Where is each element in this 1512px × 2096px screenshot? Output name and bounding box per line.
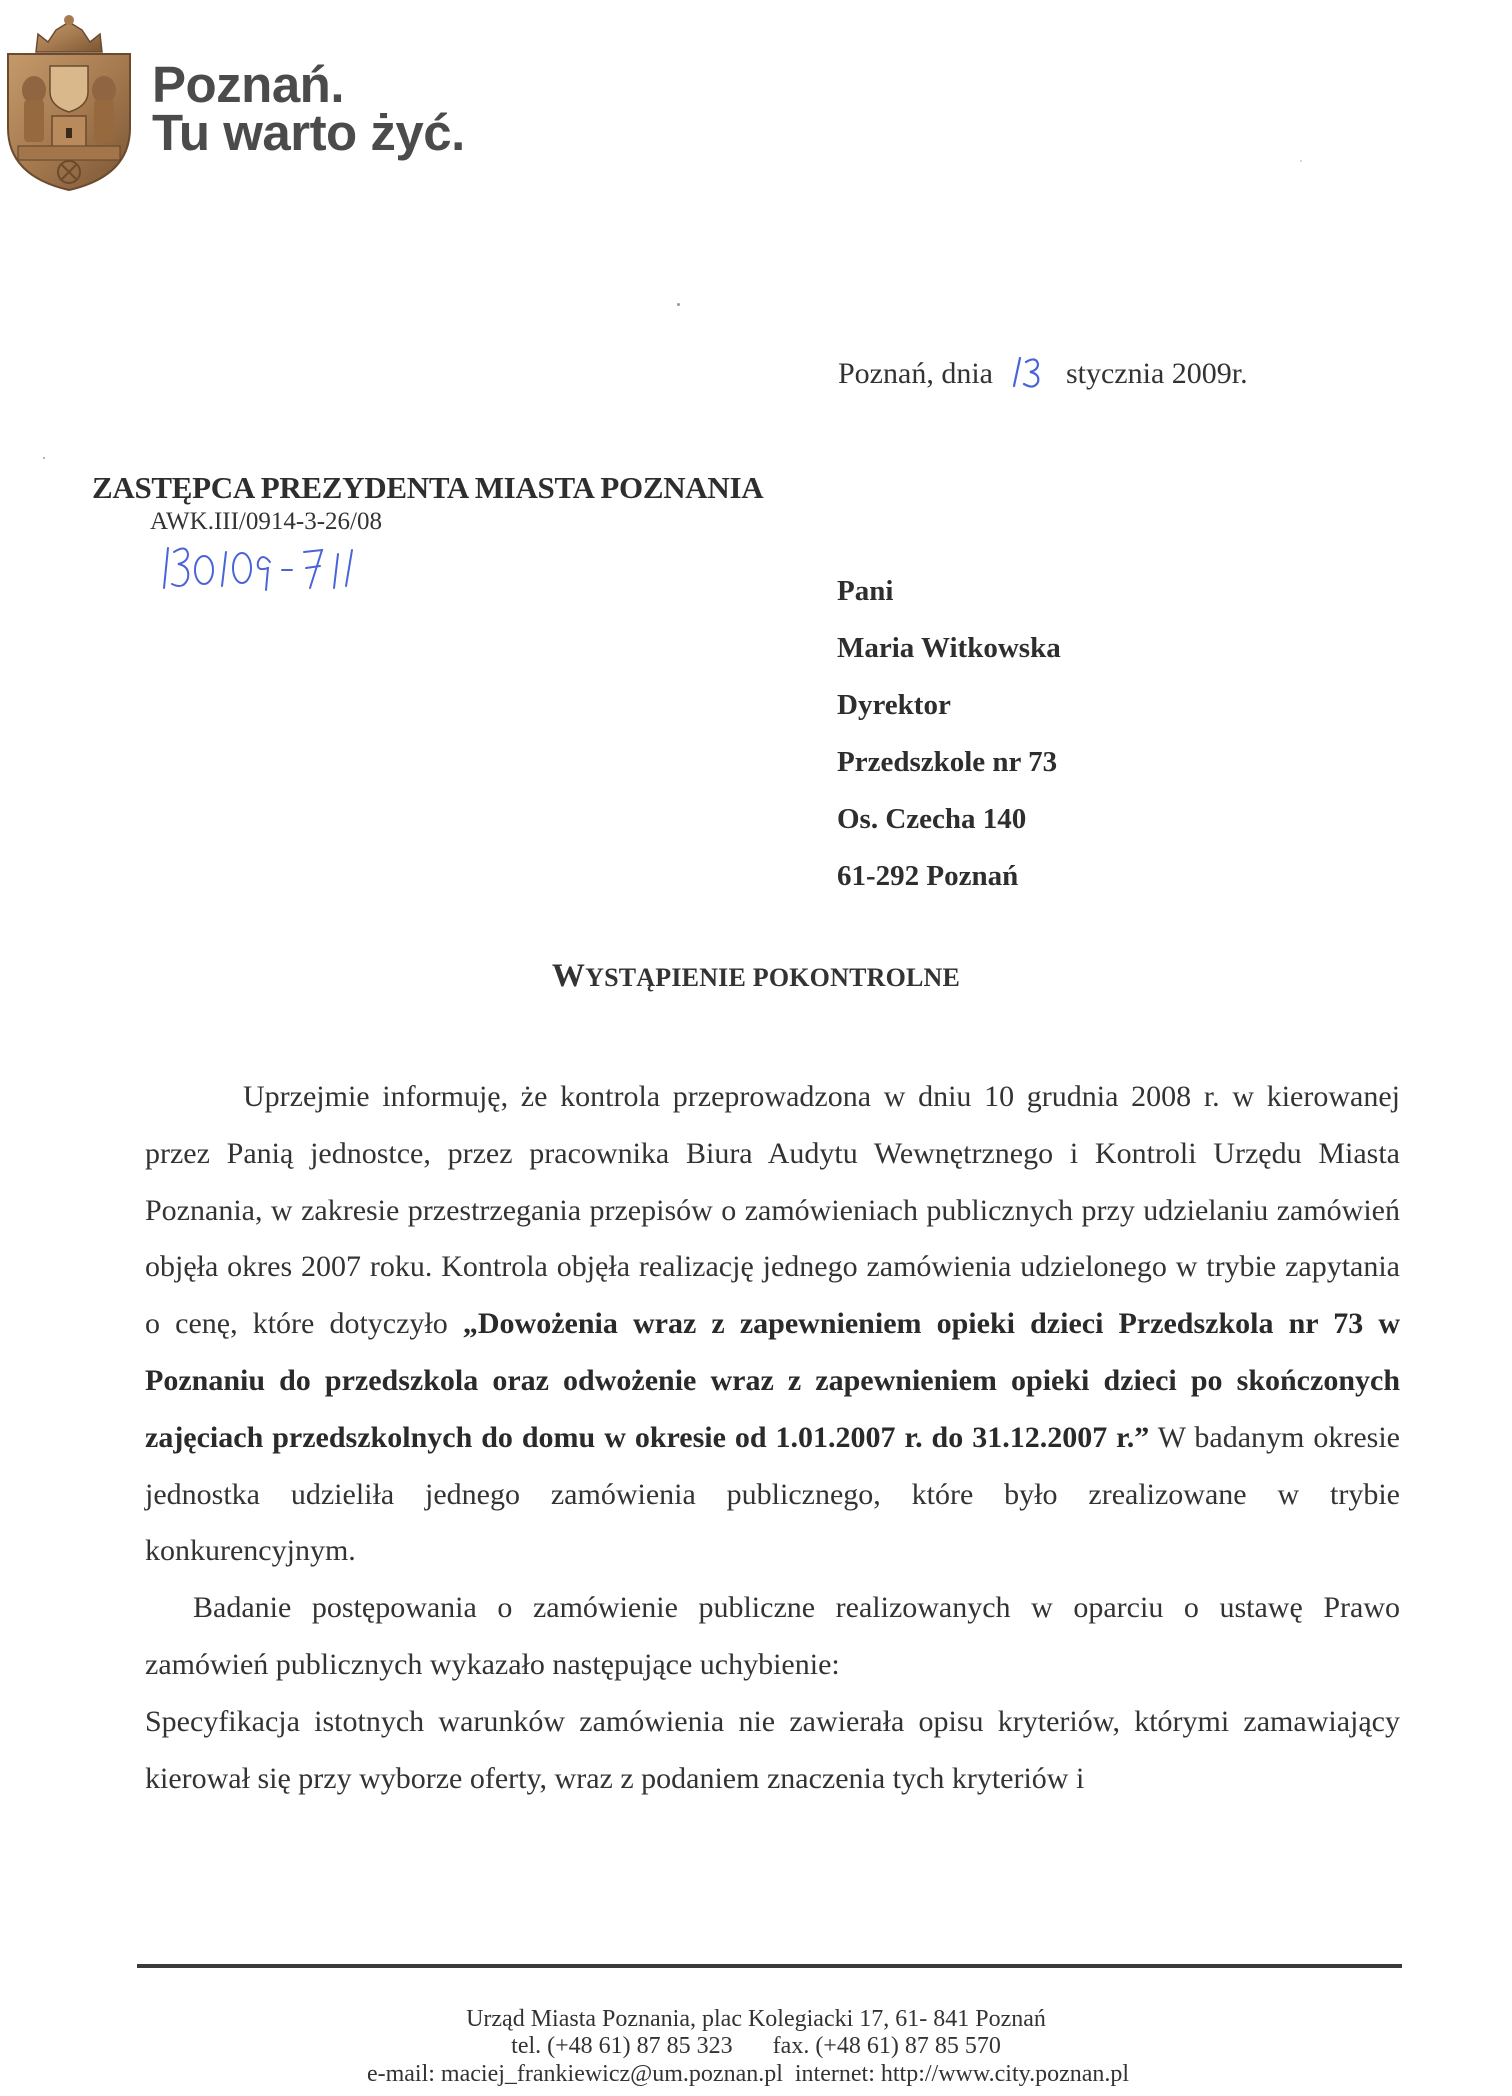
paragraph-1 <box>145 1069 1400 1580</box>
scan-speck <box>43 457 45 459</box>
logo-slogan-line2: Tu warto żyć. <box>152 104 465 161</box>
date-suffix: stycznia 2009r. <box>1065 357 1248 390</box>
coat-of-arms-icon <box>4 8 134 192</box>
recipient-position: Dyrektor <box>837 689 951 721</box>
scan-speck <box>1300 160 1302 162</box>
recipient-name: Maria Witkowska <box>837 632 1061 664</box>
footer-divider <box>137 1964 1402 1968</box>
handwritten-day <box>1000 354 1058 390</box>
recipient-street: Os. Czecha 140 <box>837 803 1027 835</box>
paragraph-1-conclusion: W badanym okresie jednostka udzieliła jednego zamówienia publicznego, które było zrealizowane w trybie konkurencyjnym. <box>145 1420 1400 1568</box>
handwritten-registration-number <box>158 538 378 594</box>
logo-slogan-line1: Poznań. <box>152 56 345 113</box>
footer-email-internet: e-mail: maciej_frankiewicz@um.poznan.pl internet: http://www.city.poznan.pl <box>366 2061 1130 2087</box>
date-prefix: Poznań, dnia <box>838 357 993 390</box>
letter-body <box>145 1069 1400 1807</box>
footer-contact <box>0 2032 1512 2060</box>
footer-fax: fax. (+48 61) 87 85 570 <box>772 2033 1001 2059</box>
paragraph-2: Badanie postępowania o zamówienie publiczne realizowanych w oparciu o ustawę Prawo zamówień publicznych wykazało następujące uchybienie: <box>145 1591 1400 1681</box>
recipient-salutation: Pani <box>837 575 894 607</box>
heading-rest: YSTĄPIENIE POKONTROLNE <box>585 963 961 992</box>
paragraph-1-subject: „Dowożenia wraz z zapewnieniem opieki dzieci Przedszkola nr 73 w Poznaniu do przedszkola oraz odwożenie wraz z zapewnieniem opieki dzieci po skończonych zajęciach przedszkolnych do domu w okresie od 1.01.2007 r. do 31.12.2007 r.” <box>145 1307 1400 1454</box>
scan-speck <box>677 303 680 306</box>
sender-title: ZASTĘPCA PREZYDENTA MIASTA POZNANIA <box>92 470 764 505</box>
recipient-institution: Przedszkole nr 73 <box>837 746 1058 778</box>
date-line <box>838 356 1248 394</box>
footer-address: Urząd Miasta Poznania, plac Kolegiacki 17, 61- 841 Poznań <box>466 2006 1046 2032</box>
recipient-city: 61-292 Poznań <box>837 860 1019 892</box>
document-heading <box>0 958 1512 995</box>
paragraph-1-intro: Uprzejmie informuję, że kontrola przeprowadzona w dniu 10 grudnia 2008 r. w kierowanej przez Panią jednostce, przez pracownika Biura Audytu Wewnętrznego i Kontroli Urzędu Miasta Poznania, w zakresie przestrzegania przepisów o zamówieniach publicznych przy udzielaniu zamówień objęła okres 2007 roku. Kontrola objęła realizację jednego zamówienia udzielonego w trybie zapytania o cenę, które dotyczyło <box>145 1080 1400 1341</box>
paragraph-3: Specyfikacja istotnych warunków zamówienia nie zawierała opisu kryteriów, którymi zamawiający kierował się przy wyborze oferty, wraz z podaniem znaczenia tych kryteriów i <box>145 1704 1400 1795</box>
reference-number: AWK.III/0914-3-26/08 <box>150 508 382 535</box>
footer-tel: tel. (+48 61) 87 85 323 <box>511 2033 733 2059</box>
heading-initial: W <box>551 958 586 994</box>
